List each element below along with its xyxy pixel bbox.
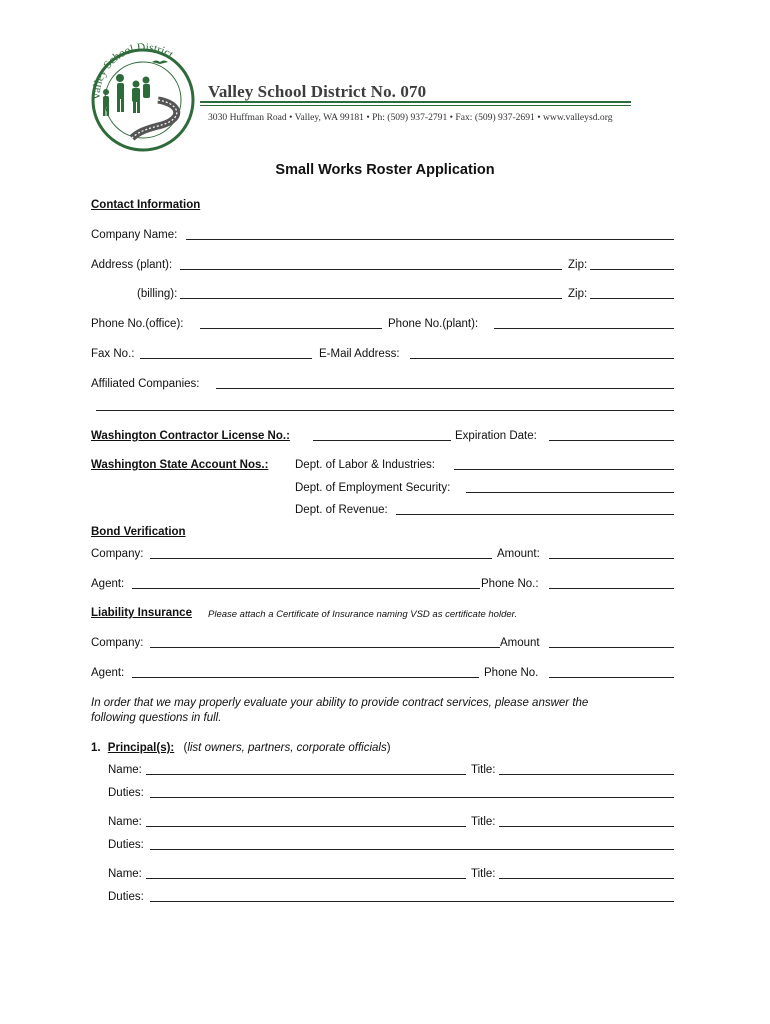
form-title: Small Works Roster Application (275, 162, 495, 178)
license-heading: Washington Contractor License No.: (91, 430, 290, 442)
liability-note: Please attach a Certificate of Insurance naming VSD as certificate holder. (208, 609, 518, 620)
address-plant-label: Address (plant): (91, 259, 173, 271)
principal-3-title-label: Title: (471, 868, 496, 880)
zip-billing-field[interactable] (590, 298, 674, 299)
bond-company-field[interactable] (150, 558, 492, 559)
phone-plant-label: Phone No.(plant): (388, 318, 479, 330)
principal-2-duties-label: Duties: (108, 839, 144, 851)
principal-2-name-field[interactable] (146, 826, 466, 827)
principals-heading: Principal(s): (107, 742, 175, 754)
principals-heading-row (91, 741, 391, 755)
principals-close-paren: ) (386, 742, 391, 754)
principal-1-title-field[interactable] (499, 774, 674, 775)
principal-1-duties-label: Duties: (108, 787, 144, 799)
expiration-label: Expiration Date: (455, 430, 537, 442)
principal-2-title-label: Title: (471, 816, 496, 828)
bond-amount-label: Amount: (497, 548, 540, 560)
affiliated-field-2[interactable] (96, 410, 674, 411)
logo-arc-text: Valley School District (90, 41, 176, 101)
labor-field[interactable] (454, 469, 674, 470)
principal-3-duties-label: Duties: (108, 891, 144, 903)
intro-line-1: In order that we may properly evaluate your ability to provide contract services, please answer the (91, 697, 589, 709)
district-name: Valley School District No. 070 (208, 82, 427, 101)
principal-2-title-field[interactable] (499, 826, 674, 827)
affiliated-field[interactable] (216, 388, 674, 389)
principals-number: 1. (91, 742, 101, 754)
zip-plant-field[interactable] (590, 269, 674, 270)
intro-line-2: following questions in full. (91, 712, 222, 724)
liability-agent-label: Agent: (91, 667, 125, 679)
expiration-field[interactable] (549, 440, 674, 441)
phone-plant-field[interactable] (494, 328, 674, 329)
principal-3-duties-field[interactable] (150, 901, 674, 902)
bond-amount-field[interactable] (549, 558, 674, 559)
company-name-label: Company Name: (91, 229, 178, 241)
bond-company-label: Company: (91, 548, 144, 560)
liability-company-field[interactable] (150, 647, 500, 648)
liability-agent-field[interactable] (132, 677, 479, 678)
district-address: 3030 Huffman Road • Valley, WA 99181 • Ph: (509) 937-2791 • Fax: (509) 937-2691 • www.valleysd.org (208, 112, 613, 123)
zip-billing-label: Zip: (568, 288, 588, 300)
principal-3-name-label: Name: (108, 868, 142, 880)
principal-1-title-label: Title: (471, 764, 496, 776)
bond-agent-field[interactable] (132, 588, 480, 589)
address-billing-label: (billing): (137, 288, 178, 300)
fax-field[interactable] (140, 358, 312, 359)
principal-3-name-field[interactable] (146, 878, 466, 879)
contact-heading: Contact Information (91, 199, 201, 211)
revenue-field[interactable] (396, 514, 674, 515)
principals-open-paren: ( (183, 742, 188, 754)
principal-2-duties-field[interactable] (150, 849, 674, 850)
liability-phone-label: Phone No. (484, 667, 539, 679)
header-rule-thin (200, 105, 631, 106)
bond-phone-label: Phone No.: (481, 578, 539, 590)
bond-heading: Bond Verification (91, 526, 186, 538)
principal-2-name-label: Name: (108, 816, 142, 828)
revenue-label: Dept. of Revenue: (295, 504, 388, 516)
phone-office-field[interactable] (200, 328, 382, 329)
liability-amount-label: Amount (500, 637, 540, 649)
address-plant-field[interactable] (180, 269, 562, 270)
state-accounts-heading: Washington State Account Nos.: (91, 459, 269, 471)
liability-company-label: Company: (91, 637, 144, 649)
principals-subtitle: list owners, partners, corporate officials (187, 742, 387, 754)
email-label: E-Mail Address: (319, 348, 400, 360)
employment-field[interactable] (466, 492, 674, 493)
principal-1-name-label: Name: (108, 764, 142, 776)
employment-label: Dept. of Employment Security: (295, 482, 451, 494)
bond-agent-label: Agent: (91, 578, 125, 590)
principal-1-name-field[interactable] (146, 774, 466, 775)
email-field[interactable] (410, 358, 674, 359)
liability-phone-field[interactable] (549, 677, 674, 678)
principal-1-duties-field[interactable] (150, 797, 674, 798)
liability-heading: Liability Insurance (91, 607, 192, 619)
header-rule (200, 101, 631, 103)
license-field[interactable] (313, 440, 451, 441)
district-logo (86, 40, 200, 154)
principal-3-title-field[interactable] (499, 878, 674, 879)
bond-phone-field[interactable] (549, 588, 674, 589)
affiliated-label: Affiliated Companies: (91, 378, 200, 390)
company-name-field[interactable] (186, 239, 674, 240)
labor-label: Dept. of Labor & Industries: (295, 459, 435, 471)
fax-label: Fax No.: (91, 348, 135, 360)
liability-amount-field[interactable] (549, 647, 674, 648)
zip-plant-label: Zip: (568, 259, 588, 271)
phone-office-label: Phone No.(office): (91, 318, 184, 330)
address-billing-field[interactable] (180, 298, 562, 299)
